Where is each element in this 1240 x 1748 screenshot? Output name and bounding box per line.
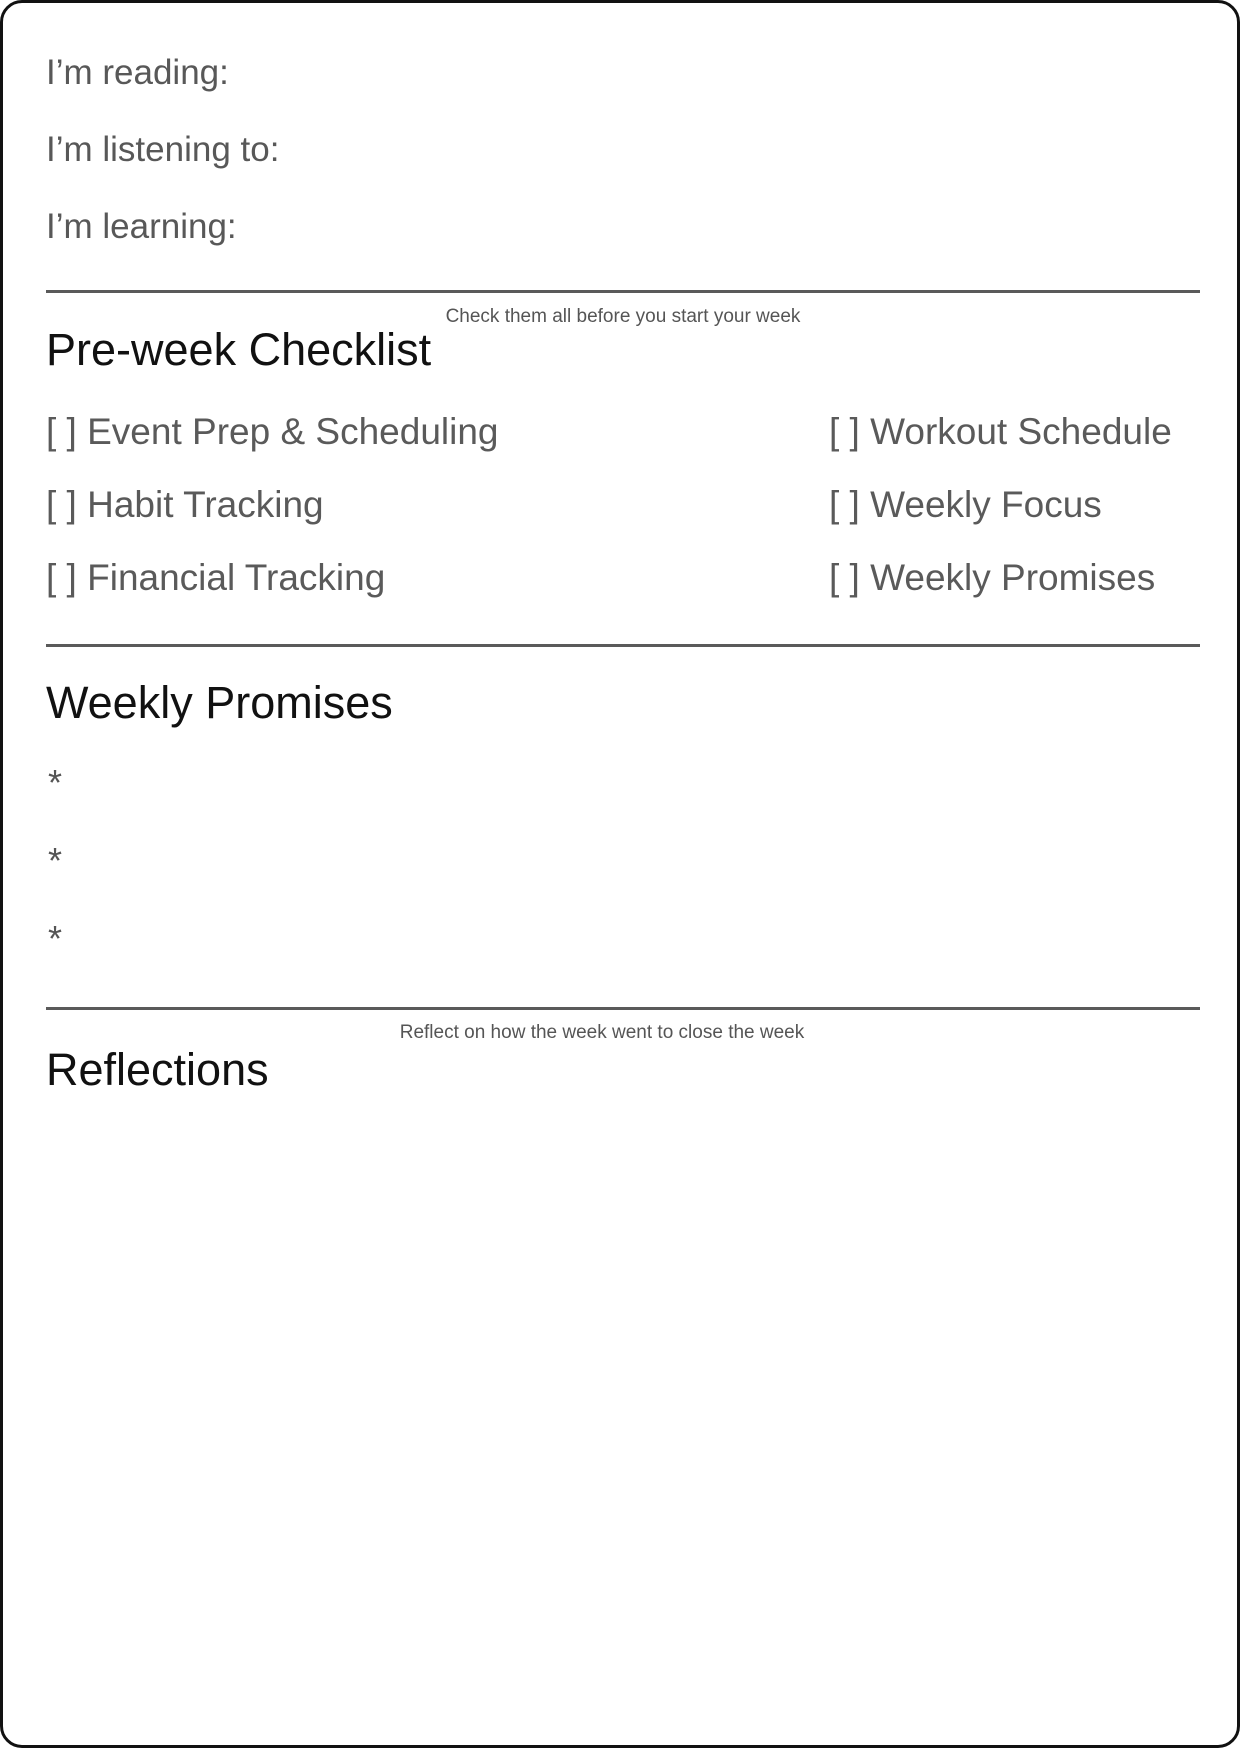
reflections-hint: Reflect on how the week went to close the week (399, 1022, 805, 1043)
promise-bullet: * (48, 762, 63, 803)
checklist-hint: Check them all before you start your week (445, 306, 801, 327)
checklist-item-event-prep[interactable]: [ ] Event Prep & Scheduling (46, 411, 499, 452)
promises-title: Weekly Promises (46, 677, 393, 728)
checklist-item-weekly-focus[interactable]: [ ] Weekly Focus (829, 484, 1102, 525)
checklist-title: Pre-week Checklist (46, 324, 432, 375)
checklist-item-weekly-promises[interactable]: [ ] Weekly Promises (829, 557, 1156, 598)
promise-bullet: * (48, 840, 63, 881)
reading-prompt: I’m reading: (46, 53, 229, 92)
section-divider (46, 1007, 1200, 1010)
promise-bullet: * (48, 918, 63, 959)
learning-prompt: I’m learning: (46, 207, 237, 246)
section-divider (46, 290, 1200, 293)
checklist-item-habit-tracking[interactable]: [ ] Habit Tracking (46, 484, 324, 525)
listening-prompt: I’m listening to: (46, 130, 280, 169)
reflections-writing-area[interactable] (46, 1113, 1200, 1713)
checklist-item-workout-schedule[interactable]: [ ] Workout Schedule (829, 411, 1172, 452)
checklist-item-financial-tracking[interactable]: [ ] Financial Tracking (46, 557, 386, 598)
section-divider (46, 644, 1200, 647)
reflections-title: Reflections (46, 1044, 269, 1095)
